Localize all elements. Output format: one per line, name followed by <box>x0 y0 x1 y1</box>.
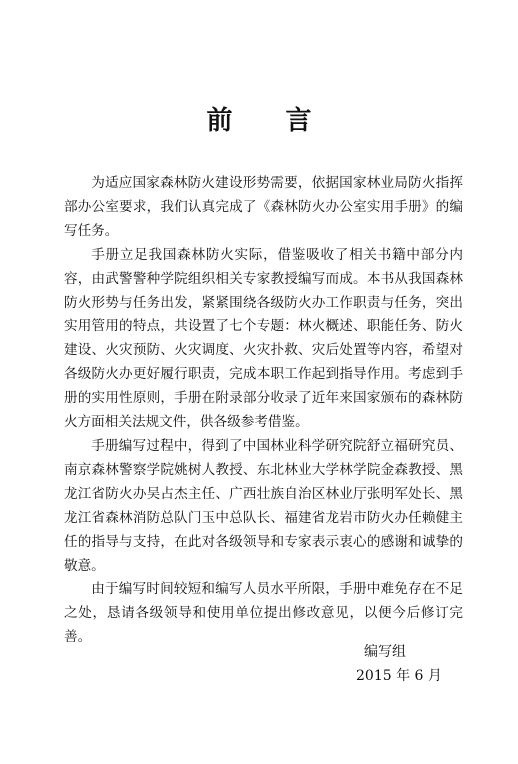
paragraph-4: 由于编写时间较短和编写人员水平所限，手册中难免存在不足之处，恳请各级领导和使用单位提出修改意见，以便今后修订完善。 <box>64 581 463 646</box>
signature-block <box>340 640 460 688</box>
signature-org: 编写组 <box>364 644 406 660</box>
paragraph-1: 为适应国家森林防火建设形势需要，依据国家林业局防火指挥部办公室要求，我们认真完成了《森林防火办公室实用手册》的编写任务。 <box>64 175 463 239</box>
signature-date: 2015 年 6 月 <box>356 668 442 684</box>
page-title: 前 言 <box>206 106 334 136</box>
paragraph-3: 手册编写过程中，得到了中国林业科学研究院舒立福研究员、南京森林警察学院姚树人教授、东北林业大学林学院金森教授、黑龙江省防火办吴占杰主任、广西壮族自治区林业厅张明军处长、黑龙江省森林消防总队门玉中总队长、福建省龙岩市防火办任赖健主任的指导与支持，在此对各级领导和专家表示衷心的感谢和诚挚的敬意。 <box>64 437 463 574</box>
paragraph-2: 手册立足我国森林防火实际，借鉴吸收了相关书籍中部分内容，由武警警种学院组织相关专家教授编写而成。本书从我国森林防火形势与任务出发，紧紧围绕各级防火办工作职责与任务，突出实用管用的特点，共设置了七个专题：林火概述、职能任务、防火建设、火灾预防、火灾调度、火灾扑救、灾后处置等内容，希望对各级防火办更好履行职责，完成本职工作起到指导作用。考虑到手册的实用性原则，手册在附录部分收录了近年来国家颁布的森林防火方面相关法规文件，供各级参考借鉴。 <box>64 246 463 431</box>
preface-body <box>64 172 463 650</box>
